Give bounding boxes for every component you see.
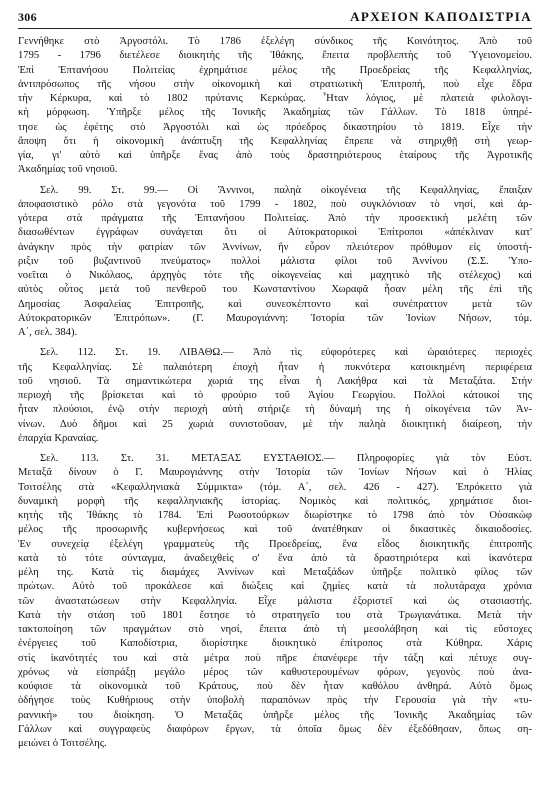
text-line: 1795 - 1796 διετέλεσε διοικητὴς τῆς Ἰθάκης, ἔπειτα προβλεπτὴς τοῦ Ὑγειονομείου. (18, 50, 532, 62)
text-line: Αὐτοκρατορικῶν Ἐπιτρόπων». (Γ. Μαυρογιάννη: Ἱστορία τῶν Ἰονίων Νήσων, τόμ. (18, 312, 532, 324)
page-header (18, 10, 532, 29)
text-line: Α΄, σελ. 384). (18, 327, 78, 338)
text-line: γότερα στὰ πράγματα τῆς Ἑπτανήσου Πολιτείας. Ἀπὸ τὴν προσεκτικὴ μελέτη τῶν (18, 213, 532, 224)
page-number: 306 (18, 10, 37, 24)
text-line: Τσιτσέλης στὰ «Κεφαλληνιακὰ Σύμμικτα» (τόμ. Α΄, σελ. 426 - 427). Ἐπρόκειτο γιὰ (18, 481, 532, 493)
text-line: Δημοσίας Ἀσφαλείας Ἐπιτροπῆς, καὶ συνεσκέπτοντο καὶ συνέπραττον μετὰ τῶν (18, 298, 532, 310)
text-line: περιοχὴ τῆς βρίσκεται καὶ τὸ φρούριο τοῦ Ἁγίου Γεωργίου. Πολλοὶ κάτοικοί της (18, 390, 532, 401)
text-line: ὁδήγησε τοὺς Κυθήριους στὴν ὑποβολὴ παραπόνων πρὸς τὴν Γερουσία γιὰ τὴν «τυ- (18, 695, 532, 707)
text-line: τῆς Κεφαλληνίας. Σὲ παλαιότερη ἐποχὴ ἦταν ἡ πυκνότερα κατοικημένη περιφέρεια (18, 361, 532, 373)
text-line: ἦταν πλούσιοι, ἐνῷ στὴν περιοχὴ αὐτὴ στήριζε τὴ δύναμή της ἡ οἰκογένεια τῶν Ἀν- (18, 404, 532, 416)
text-line: Γάλλων καὶ συγγραφεὺς διαφόρων ἔργων, τὰ ὁποῖα ὅμως δὲν ἐξεδόθησαν, ὅπως ση- (18, 723, 532, 735)
text-line: ραννική» του διοίκηση. Ὁ Μεταξᾶς ὑπῆρξε μέλος τῆς Ἰονικῆς Ἀκαδημίας τῶν (18, 709, 532, 721)
text-line: στὶς ἱκανότητές του καὶ στὰ μέτρα ποὺ πῆρε ἐπανέφερε τὴν τάξη καὶ πέτυχε συγ- (18, 652, 532, 664)
paragraph (18, 35, 532, 178)
text-line: χρόνως νὰ εἰσπράξῃ μεγάλο μέρος τῶν καθυστερουμένων φόρων, γεγονὸς ποὺ ἀνα- (18, 666, 532, 678)
text-line: ἐπαρχία Κραναίας. (18, 432, 99, 444)
text-line: κητὴς τῆς Ἰθάκης τὸ 1784. Ἐπὶ Ρωσοτούρκων διωρίστηκε τὸ 1798 ἀπὸ τὸν Οὐσακὼφ (18, 510, 532, 521)
paragraph (18, 452, 532, 751)
text-line: ριξιν τοῦ βυζαντινοῦ πνεύματος» πολλοὶ μάλιστα φίλοι τοῦ Ἀννίνου (Σ.Σ. Ὑπο- (18, 255, 532, 267)
text-line: μέλος τῆς προσωρινῆς κυβερνήσεως καὶ τοῦ ἀνατέθηκαν οἱ δικαστικὲς δικαιοδοσίες. (18, 524, 532, 536)
text-line: Σελ. 112. Στ. 19. ΛΙΒΑΘΩ.— Ἀπὸ τὶς εὐφορότερες καὶ ὡραιότερες περιοχὲς (40, 347, 532, 359)
text-line: ἄποψη ὅτι ἡ οἰκονομικὴ ἀνάπτυξη τῆς Κεφαλληνίας ἔπρεπε νὰ στηριχθῇ στὴ γεωρ- (18, 135, 532, 147)
text-line: τακτοποίηση τῶν πραγμάτων στὸ νησί, ἔπειτα ἀπὸ τὴ μεσολάβηση καὶ τὶς εὔστοχες (18, 624, 532, 635)
text-line: Σελ. 113. Στ. 31. ΜΕΤΑΞΑΣ ΕΥΣΤΑΘΙΟΣ.— Πληροφορίες γιὰ τὸν Εὐστ. (40, 453, 532, 464)
text-line: Μεταξᾶ δίνουν ὁ Γ. Μαυρογιάννης στὴν Ἱστορία τῶν Ἰονίων Νήσων καὶ ὁ Ἠλίας (18, 467, 532, 479)
text-line: γία, γι' αὐτὸ καὶ ὑπῆρξε ἕνας ἀπὸ τοὺς δραστηριότερους ἑταίρους τῆς Ἀγροτικῆς (18, 150, 532, 161)
text-line: κὴ μόρφωση. Ὑπῆρξε μέλος τῆς Ἰονικῆς Ἀκαδημίας τῶν Γάλλων. Τὸ 1818 ὑπηρέ- (18, 107, 532, 119)
text-line: τῶν ἀναστατώσεων στὴν Κεφαλληνία. Εἶχε μάλιστα ἐξοριστεῖ καὶ ὡς στασιαστής. (18, 595, 532, 607)
paragraph (18, 184, 532, 341)
text-line: τησε ὡς ἐφέτης στὸ Ἀργοστόλι καὶ ὡς πρόεδρος δικαστηρίου τὸ 1819. Εἶχε τὴν (18, 121, 532, 133)
text-line: δυναμικὴ μορφὴ τῆς κεφαλληνιακῆς ἱστορίας. Νομικὸς καὶ πολιτικός, χρημάτισε διοι- (18, 495, 532, 507)
text-line: Κατὰ τὴν στάση τοῦ 1801 ἔστησε τὸ στρατηγεῖο του στὰ Τρωγιανάτικα. Μετὰ τὴν (18, 609, 532, 621)
text-line: νοεῖται ὁ Νικόλαος, ἀρχηγὸς τότε τῆς οἰκογενείας καὶ μαχητικὸ τῆς στέλεχος) καὶ (18, 270, 532, 281)
text-line: μειώνει ὁ Τσιτσέλης. (18, 738, 107, 749)
text-line: πρώτων. Αὐτὸ τοῦ προκάλεσε καὶ διώξεις καὶ ζημίες κατὰ τὰ πολυτάραχα χρόνια (18, 581, 532, 593)
paragraph (18, 346, 532, 446)
text-line: ἀντιπρόσωπος τῆς νήσου στὴν οἰκονομικὴ καὶ στρατιωτικὴ Ἐπιτροπή, ποὺ εἶχε ἕδρα (18, 78, 532, 90)
text-line: κούφισε τὰ οἰκονομικὰ τοῦ Κράτους, ποὺ δὲν ἦταν καθόλου ἀνθηρά. Αὐτὸ ὅμως (18, 681, 532, 692)
text-line: κατὰ τὸ τότε σύνταγμα, ἀναδειχθεὶς σ' ἕνα ἀπὸ τὰ δραστηριότερα καὶ ἱκανότερα (18, 552, 532, 564)
text-line: ἀποφασιστικὸ ρόλο στὰ γεγονότα τοῦ 1799 - 1802, ποὺ συγκλόνισαν τὸ νησί, καὶ ἀρ- (18, 198, 532, 210)
text-line: Ἐν συνεχείᾳ ἐξελέγη γραμματεὺς τῆς Προεδρείας, ἕνα εἶδος διοικητικῆς ἐπιτροπῆς (18, 538, 532, 550)
text-line: αὐτὸς οὗτος μετὰ τοῦ πενθεροῦ του Κωνσταντίνου Χωραφᾶ ἦσαν μέλη τῆς ἐπὶ τῆς (18, 284, 532, 296)
text-line: Ἐπὶ Ἑπτανήσου Πολιτείας ἐχρημάτισε μέλος τῆς Προεδρείας τῆς Κεφαλληνίας, (18, 64, 532, 76)
text-line: ἐνέργειες τοῦ Καποδίστρια, διορίστηκε διοικητικὸ ἐπίτροπος στὰ Κύθηρα. Χάρις (18, 638, 532, 650)
running-title: ΑΡΧΕΙΟΝ ΚΑΠΟΔΙΣΤΡΙΑ (350, 9, 532, 24)
text-line: Γεννήθηκε στὸ Ἀργοστόλι. Τὸ 1786 ἐξελέγη σύνδικος τῆς Κοινότητος. Ἀπὸ τοῦ (18, 36, 532, 47)
text-line: τοῦ νησιοῦ. Τὰ σημαντικώτερα χωριά της εἶναι ἡ Λακήθρα καὶ τὰ Μεταξάτα. Στὴν (18, 375, 532, 387)
text-line: νίνων. Δυὸ δῆμοι καὶ 25 χωριὰ συνιστοῦσαν, μὲ τὴν παληὰ διοικητικὴ διαίρεση, τὴν (18, 418, 532, 430)
text-line: ἀνάγκην πρὸς τὴν φατρίαν τῶν Ἀννίνων, ἣν εὗρον πλειότερον πρόθυμον εἰς ὑποστή- (18, 241, 532, 253)
text-line: τὴν Κέρκυρα, καὶ τὸ 1802 πρύτανις Κερκύρας. Ἦταν λόγιος, μὲ πλατειὰ φιλολογι- (18, 93, 532, 104)
text-line: διασωθέντων ἐγγράφων συνάγεται ὅτι οἱ Αὐτοκρατορικοὶ Ἐπίτροποι «ἀπέκλιναν κατ' (18, 227, 532, 239)
document-body (18, 35, 532, 751)
text-line: Σελ. 99. Στ. 99.— Οἱ Ἄννινοι, παληὰ οἰκογένεια τῆς Κεφαλληνίας, ἔπαιξαν (40, 184, 532, 196)
document-page (18, 10, 532, 794)
text-line: μέλη της. Κατὰ τὶς διαμάχες Ἀννίνων καὶ Μεταξάδων ὑπῆρξε πολιτικὸ φίλος τῶν (18, 567, 532, 578)
text-line: Ἀκαδημίας τοῦ νησιοῦ. (18, 164, 118, 176)
